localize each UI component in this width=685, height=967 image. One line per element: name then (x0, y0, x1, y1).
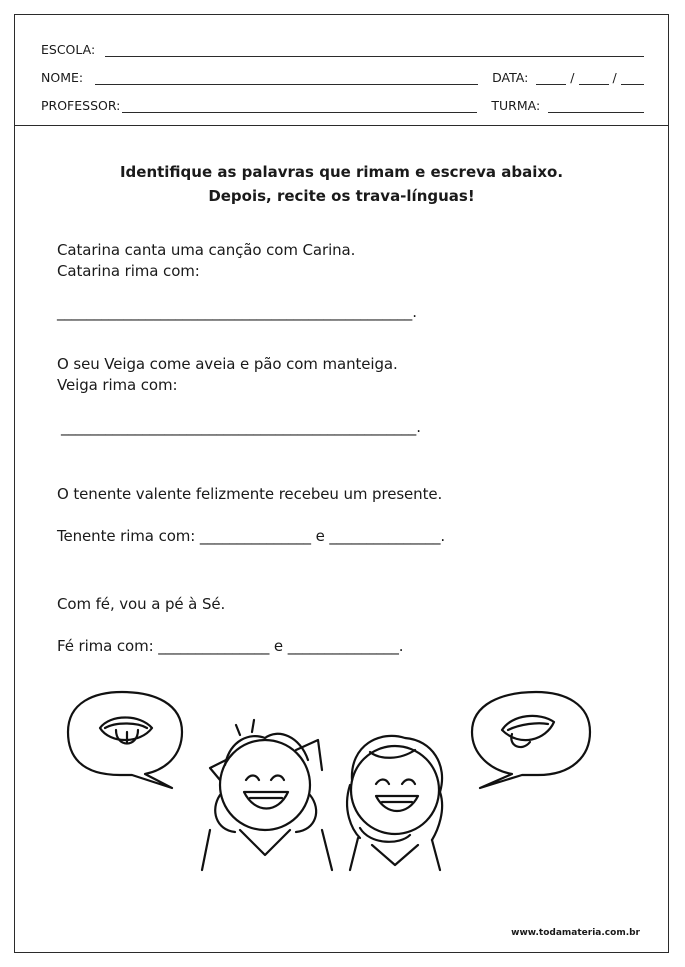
name-label: NOME: (41, 70, 84, 85)
exercise-1-sentence: Catarina canta uma canção com Carina. (57, 241, 356, 259)
exercise-3-sentence: O tenente valente felizmente recebeu um presente. (57, 485, 443, 503)
exercise-3-prompt[interactable]: Tenente rima com: _______________ e _______________. (57, 527, 446, 545)
instruction-line-2: Depois, recite os trava-línguas! (208, 187, 475, 205)
exercise-4-sentence: Com fé, vou a pé à Sé. (57, 595, 226, 613)
class-field[interactable] (548, 98, 644, 113)
name-date-row (41, 65, 644, 85)
school-row (41, 37, 644, 57)
school-label: ESCOLA: (41, 42, 96, 57)
teacher-label: PROFESSOR: (41, 98, 121, 113)
exercise-1-answer-line[interactable]: ________________________________________________. (57, 303, 417, 321)
name-field[interactable] (95, 70, 478, 85)
date-label: DATA: (492, 70, 529, 85)
date-year-field[interactable] (621, 70, 644, 85)
exercise-2-sentence: O seu Veiga come aveia e pão com manteiga. (57, 355, 398, 373)
school-field[interactable] (105, 42, 644, 57)
exercise-1-prompt: Catarina rima com: (57, 262, 200, 280)
exercise-2-prompt: Veiga rima com: (57, 376, 178, 394)
exercise-2-answer-line[interactable]: ________________________________________________. (61, 418, 421, 436)
date-day-field[interactable] (536, 70, 566, 85)
class-label: TURMA: (491, 98, 541, 113)
date-month-field[interactable] (579, 70, 609, 85)
worksheet-header (15, 15, 668, 126)
instruction-line-1: Identifique as palavras que rimam e escreva abaixo. (119, 163, 564, 181)
kids-tongue-twister-illustration-icon (60, 680, 620, 880)
footer-website: www.todamateria.com.br (511, 928, 640, 938)
exercise-4-prompt[interactable]: Fé rima com: _______________ e _______________. (57, 637, 404, 655)
date-separator-1: / (570, 70, 575, 85)
date-separator-2: / (612, 70, 617, 85)
teacher-class-row (41, 93, 644, 113)
teacher-field[interactable] (122, 98, 477, 113)
